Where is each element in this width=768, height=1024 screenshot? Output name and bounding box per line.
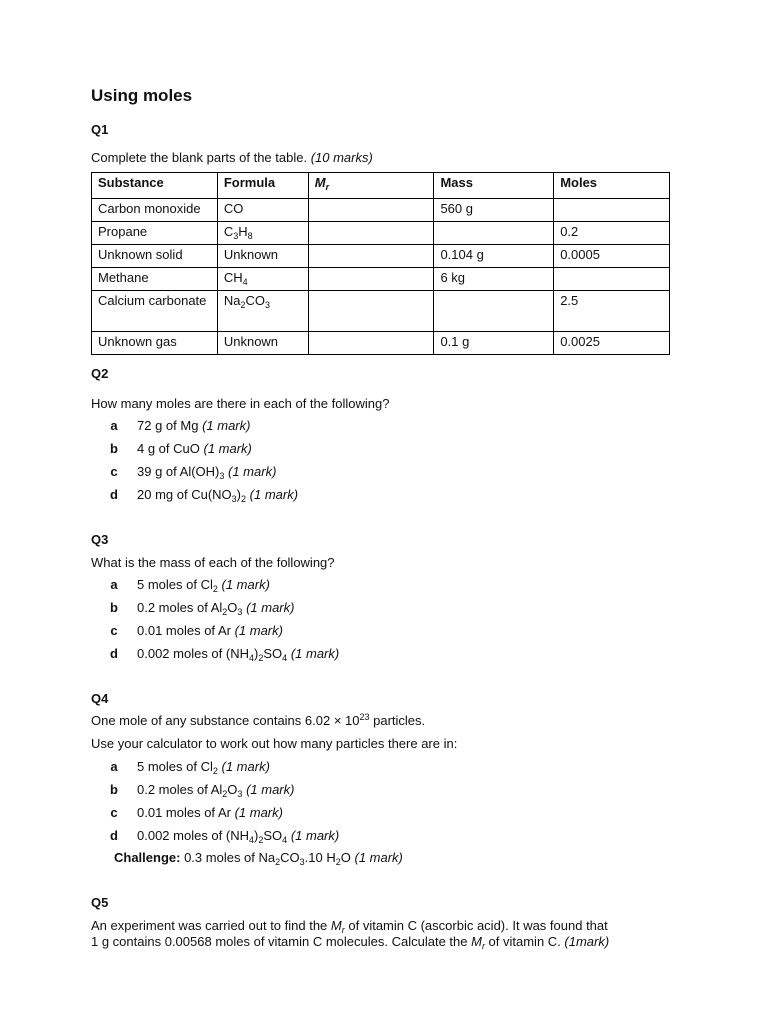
q4-item-a: a 5 moles of $Cl_2$ (1 mark) (110, 759, 270, 776)
page-title: Using moles (91, 86, 193, 105)
substance-cell: Carbon monoxide (92, 199, 218, 222)
mass-cell (434, 222, 554, 245)
table-row (92, 245, 670, 268)
table-header-row (92, 173, 670, 199)
mass-cell: 560 g (434, 199, 554, 222)
q1-instruction: Complete the blank parts of the table. (10 marks) (91, 150, 373, 165)
moles-table (91, 172, 670, 355)
header-substance: Substance (92, 173, 218, 199)
formula-cell: CO (217, 199, 308, 222)
formula-cell: $C_3H_8$ (217, 222, 308, 245)
mr-cell (308, 268, 434, 291)
q5-heading: Q5 (91, 895, 109, 910)
q1-heading: Q1 (91, 122, 109, 137)
formula-cell: $CH_4$ (217, 268, 308, 291)
table-row (92, 222, 670, 245)
header-moles: Moles (554, 173, 670, 199)
mr-cell (308, 245, 434, 268)
mr-cell (308, 222, 434, 245)
mass-cell: 0.1 g (434, 332, 554, 355)
moles-cell (554, 199, 670, 222)
q2-item-b: b 4 g of CuO (1 mark) (110, 441, 252, 456)
table-row (92, 332, 670, 355)
q3-prompt: What is the mass of each of the following? (91, 555, 335, 570)
header-mass: Mass (434, 173, 554, 199)
q4-item-d: d 0.002 moles of $(NH_4)_2SO_4$ (1 mark) (110, 828, 340, 845)
moles-cell (554, 268, 670, 291)
substance-cell: Calcium carbonate (92, 291, 218, 332)
substance-cell: Unknown gas (92, 332, 218, 355)
formula-cell: $Na_2CO_3$ (217, 291, 308, 332)
mr-cell (308, 332, 434, 355)
q4-line2: Use your calculator to work out how many particles there are in: (91, 736, 458, 751)
moles-cell: 0.2 (554, 222, 670, 245)
q4-item-b: b 0.2 moles of $Al_2O_3$ (1 mark) (110, 782, 295, 799)
moles-cell: 0.0025 (554, 332, 670, 355)
q3-item-c: c 0.01 moles of Ar (1 mark) (110, 623, 283, 638)
formula-cell: Unknown (217, 245, 308, 268)
q2-item-c: c 39 g of $Al(OH)_3$ (1 mark) (110, 464, 277, 481)
mass-cell: 6 kg (434, 268, 554, 291)
mass-cell (434, 291, 554, 332)
q2-item-d: d 20 mg of $Cu(NO_3)_2$ (1 mark) (110, 487, 299, 504)
table-row (92, 199, 670, 222)
q2-heading: Q2 (91, 366, 109, 381)
q2-prompt: How many moles are there in each of the following? (91, 396, 390, 411)
q4-challenge: Challenge: 0.3 moles of $Na_2CO_3.10$ $H_2O$ (1 mark) (114, 850, 403, 867)
header-formula: Formula (217, 173, 308, 199)
moles-cell: 2.5 (554, 291, 670, 332)
q3-item-d: d 0.002 moles of $(NH_4)_2SO_4$ (1 mark) (110, 646, 340, 663)
q4-item-c: c 0.01 moles of Ar (1 mark) (110, 805, 283, 820)
q3-item-a: a 5 moles of $Cl_2$ (1 mark) (110, 577, 270, 594)
mr-cell (308, 199, 434, 222)
q3-item-b: b 0.2 moles of $Al_2O_3$ (1 mark) (110, 600, 295, 617)
mass-cell: 0.104 g (434, 245, 554, 268)
moles-cell: 0.0005 (554, 245, 670, 268)
q2-item-a: a 72 g of Mg (1 mark) (110, 418, 251, 433)
substance-cell: Propane (92, 222, 218, 245)
substance-cell: Methane (92, 268, 218, 291)
substance-cell: Unknown solid (92, 245, 218, 268)
q5-line1: An experiment was carried out to find the $M_r$ of vitamin C (ascorbic acid). It was found that (91, 918, 608, 935)
q4-heading: Q4 (91, 691, 109, 706)
q4-line1: One mole of any substance contains $6.02 \times 10^{23}$ particles. (91, 712, 426, 728)
table-row (92, 268, 670, 291)
header-mr: $M_r$ (308, 173, 434, 199)
q5-line2: 1 g contains 0.00568 moles of vitamin C molecules. Calculate the $M_r$ of vitamin C. (1mark) (91, 934, 610, 951)
q3-heading: Q3 (91, 532, 109, 547)
mr-cell (308, 291, 434, 332)
table-row (92, 291, 670, 332)
formula-cell: Unknown (217, 332, 308, 355)
